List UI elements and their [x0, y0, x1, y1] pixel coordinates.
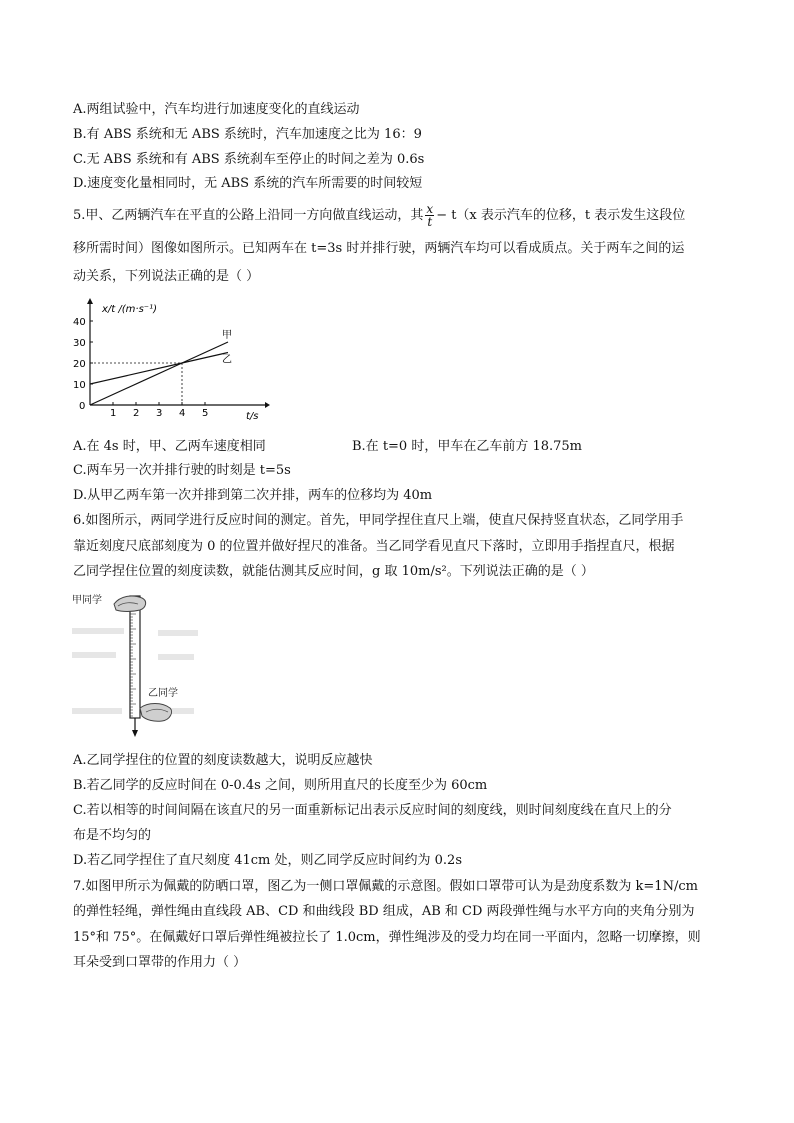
q5-option-d: D.从甲乙两车第一次并排到第二次并排，两车的位移均为 40m [73, 488, 433, 503]
q5-fraction [425, 203, 434, 228]
q6-option-c-line-1: C.若以相等的时间间隔在该直尺的另一面重新标记出表示反应时间的刻度线，则时间刻度线在直尺上的分 [73, 803, 672, 818]
q7-stem-line-2: 的弹性轻绳，弹性绳由直线段 AB、CD 和曲线段 BD 组成，AB 和 CD 两段弹性绳与水平方向的夹角分别为 [73, 904, 695, 919]
bottom-hand-icon [140, 704, 172, 722]
q7-stem-line-4: 耳朵受到口罩带的作用力（ ） [73, 955, 247, 970]
label-jia: 甲同学 [72, 595, 102, 606]
q5-chart-svg [70, 298, 270, 423]
q5-option-b: B.在 t=0 时，甲车在乙车前方 18.75m [352, 439, 583, 454]
x-tick-label: 4 [179, 408, 186, 419]
q5-stem-line-3: 动关系，下列说法正确的是（ ） [73, 269, 260, 284]
label-yi: 乙同学 [148, 688, 178, 699]
q6-stem-line-1: 6.如图所示，两同学进行反应时间的测定。首先，甲同学捏住直尺上端，使直尺保持竖直状态，乙同学用手 [73, 513, 684, 528]
q6-ruler-svg [70, 590, 205, 740]
y-tick-label: 10 [73, 380, 86, 391]
q5-fraction-denominator: t [427, 215, 433, 229]
x-tick-label: 2 [133, 408, 140, 419]
q5-stem-1a: 5.甲、乙两辆汽车在平直的公路上沿同一方向做直线运动，其 [73, 208, 424, 223]
q5-fraction-numerator: x [426, 202, 434, 216]
q6-option-a: A.乙同学捏住的位置的刻度读数越大，说明反应越快 [73, 753, 373, 768]
y-tick-label: 20 [73, 359, 86, 370]
x-tick-label: 5 [202, 408, 209, 419]
q6-option-d: D.若乙同学捏住了直尺刻度 41cm 处，则乙同学反应时间约为 0.2s [73, 853, 462, 868]
q6-option-b: B.若乙同学的反应时间在 0-0.4s 之间，则所用直尺的长度至少为 60cm [73, 778, 488, 793]
y-tick-label: 0 [79, 401, 86, 412]
q5-stem-line-1 [73, 203, 685, 228]
q4-option-d: D.速度变化量相同时，无 ABS 系统的汽车所需要的时间较短 [73, 176, 423, 191]
x-tick-label: 1 [110, 408, 117, 419]
q6-stem-line-3: 乙同学捏住位置的刻度读数，就能估测其反应时间，g 取 10m/s²。下列说法正确的是（ ） [73, 564, 594, 579]
series-label-jia: 甲 [222, 330, 232, 341]
q5-stem-1b: − t（x 表示汽车的位移，t 表示发生这段位 [436, 208, 686, 223]
q6-ruler-figure [70, 590, 205, 740]
y-tick-label: 30 [73, 338, 86, 349]
x-axis-label: t/s [246, 411, 259, 422]
q5-option-c: C.两车另一次并排行驶的时刻是 t=5s [73, 463, 291, 478]
q5-option-a: A.在 4s 时，甲、乙两车速度相同 [73, 439, 266, 454]
q4-option-c: C.无 ABS 系统和有 ABS 系统刹车至停止的时间之差为 0.6s [73, 152, 425, 167]
q7-stem-line-1: 7.如图甲所示为佩戴的防晒口罩，图乙为一侧口罩佩戴的示意图。假如口罩带可认为是劲度系数为 k=1N/cm [73, 879, 698, 894]
q5-chart [70, 298, 270, 423]
x-tick-label: 3 [156, 408, 163, 419]
q4-option-b: B.有 ABS 系统和无 ABS 系统时，汽车加速度之比为 16：9 [73, 127, 422, 142]
q7-stem-line-3: 15°和 75°。在佩戴好口罩后弹性绳被拉长了 1.0cm，弹性绳涉及的受力均在同一平面内，忽略一切摩擦，则 [73, 930, 701, 945]
y-tick-label: 40 [73, 317, 86, 328]
q4-option-a: A.两组试验中，汽车均进行加速度变化的直线运动 [73, 102, 360, 117]
q6-stem-line-2: 靠近刻度尺底部刻度为 0 的位置并做好捏尺的准备。当乙同学看见直尺下落时，立即用手指捏直尺，根据 [73, 539, 675, 554]
y-axis-label: x/t /(m·s⁻¹) [102, 304, 157, 315]
q5-stem-line-2: 移所需时间）图像如图所示。已知两车在 t=3s 时并排行驶，两辆汽车均可以看成质点。关于两车之间的运 [73, 241, 685, 256]
q6-option-c-line-2: 布是不均匀的 [73, 828, 152, 843]
series-label-yi: 乙 [222, 354, 232, 366]
